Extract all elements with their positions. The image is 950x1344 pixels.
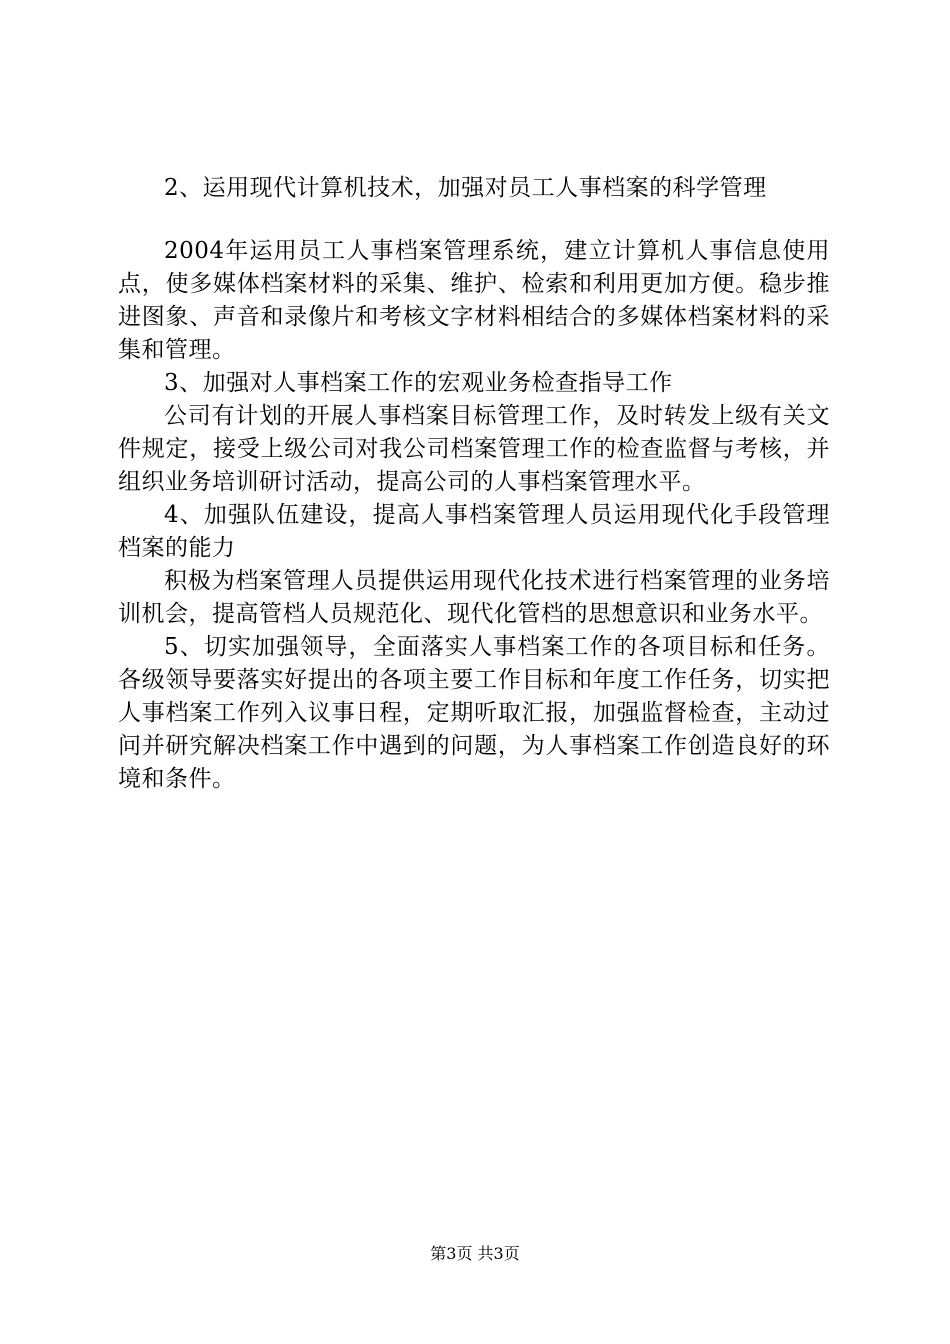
paragraph-management: 公司有计划的开展人事档案目标管理工作，及时转发上级有关文件规定，接受上级公司对我公司档案管理工作的检查监督与考核，并组织业务培训研讨活动，提高公司的人事档案管理水平。 [118, 403, 830, 495]
document-body [118, 172, 830, 796]
section-heading-4: 4、加强队伍建设，提高人事档案管理人员运用现代化手段管理档案的能力 [118, 502, 830, 561]
paragraph-training: 积极为档案管理人员提供运用现代化技术进行档案管理的业务培训机会，提高管档人员规范化、现代化管档的思想意识和业务水平。 [118, 568, 830, 627]
paragraph-system: 2004年运用员工人事档案管理系统，建立计算机人事信息使用点，使多媒体档案材料的采集、维护、检索和利用更加方便。稳步推进图象、声音和录像片和考核文字材料相结合的多媒体档案材料的采集和管理。 [118, 238, 830, 363]
section-heading-2: 2、运用现代计算机技术，加强对员工人事档案的科学管理 [164, 175, 767, 201]
page-footer: 第3页 共3页 [430, 1244, 520, 1263]
section-heading-3: 3、加强对人事档案工作的宏观业务检查指导工作 [164, 370, 673, 396]
section-heading-5: 5、切实加强领导，全面落实人事档案工作的各项目标和任务。各级领导要落实好提出的各项主要工作目标和年度工作任务，切实把人事档案工作列入议事日程，定期听取汇报，加强监督检查，主动过问并研究解决档案工作中遇到的问题，为人事档案工作创造良好的环境和条件。 [118, 634, 830, 792]
